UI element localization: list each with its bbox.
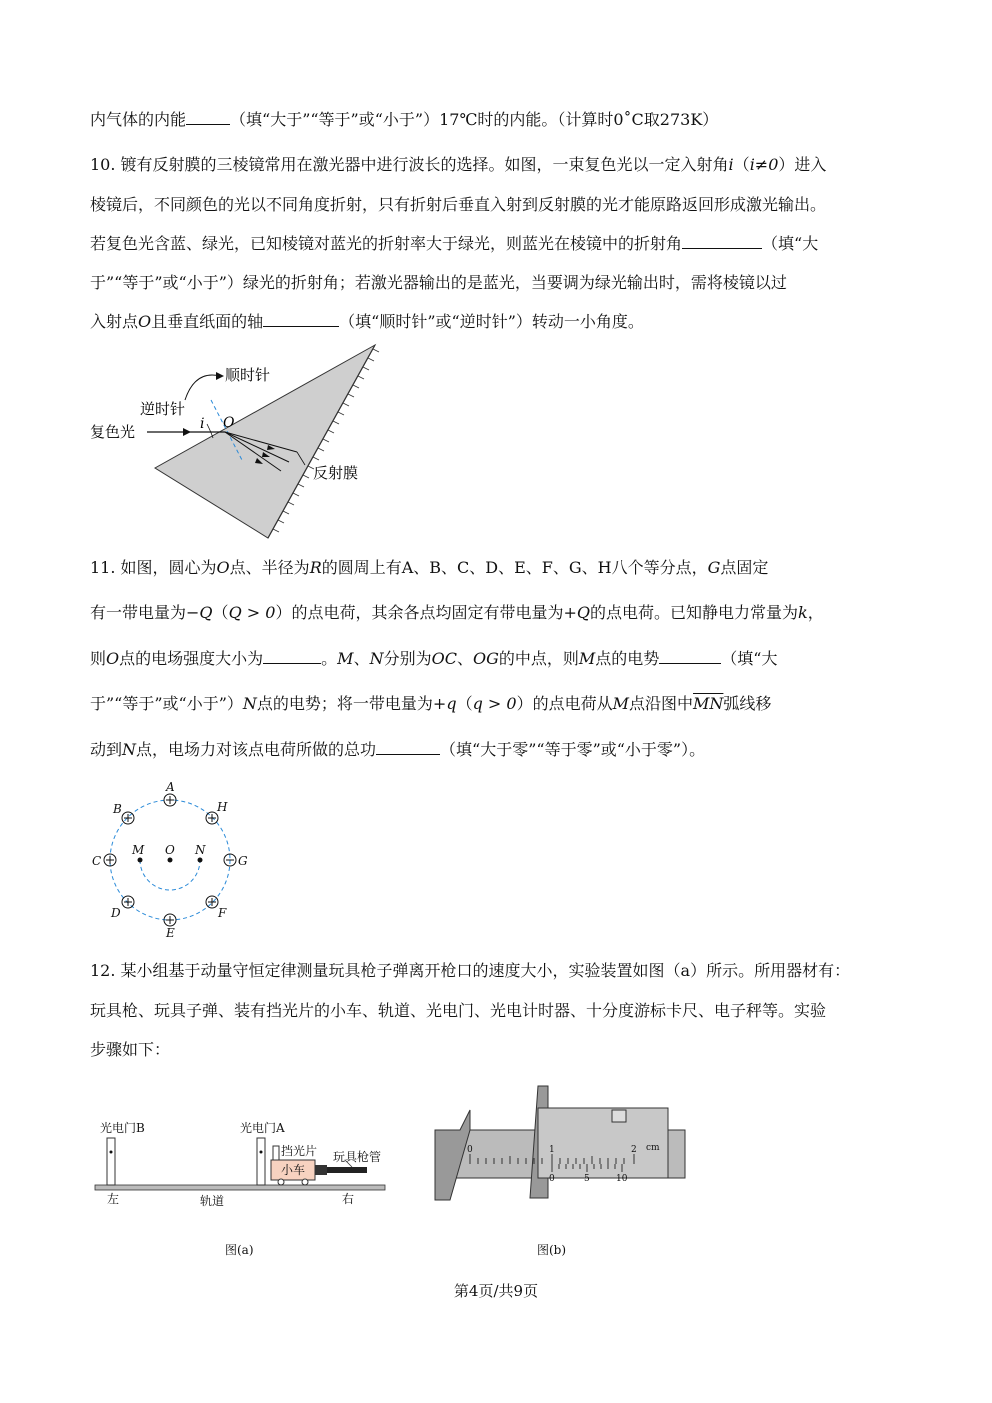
main-tick-label: 0	[467, 1145, 473, 1155]
label-d: D	[111, 906, 121, 920]
var: O	[138, 312, 152, 331]
label-n: N	[195, 843, 206, 857]
label-left: 左	[107, 1192, 120, 1206]
vernier-tick-label: 0	[549, 1174, 555, 1184]
text: 入射点	[90, 312, 139, 331]
text: 内气体的内能	[90, 110, 187, 129]
text: （	[733, 155, 750, 174]
q12-line-1: 12. 某小组基于动量守恒定律测量玩具枪子弹离开枪口的速度大小，实验装置如图（a）所示。所用器材有：	[90, 961, 851, 980]
gate-b	[107, 1138, 115, 1185]
vernier-tick-label: 5	[584, 1174, 590, 1184]
answer-blank[interactable]	[263, 312, 339, 327]
main-tick-label: 2	[631, 1145, 637, 1155]
answer-blank[interactable]	[376, 740, 440, 755]
main-tick-label: 1	[549, 1145, 555, 1155]
q12-line-2: 玩具枪、玩具子弹、装有挡光片的小车、轨道、光电门、光电计时器、十分度游标卡尺、电子秤等。实验	[90, 1001, 827, 1020]
label-i: i	[200, 416, 205, 432]
caption-a: 图(a)	[225, 1243, 254, 1257]
text: （填“大	[762, 234, 819, 253]
answer-blank[interactable]	[186, 110, 230, 125]
q9-line	[90, 110, 718, 130]
answer-blank[interactable]	[659, 649, 721, 664]
label-h: H	[217, 800, 228, 814]
page-footer: 第4页/共9页	[453, 1282, 539, 1300]
label-barrel: 玩具枪管	[333, 1150, 382, 1164]
label-f: F	[218, 906, 227, 920]
label-right: 右	[342, 1192, 355, 1206]
label-b: B	[113, 802, 122, 816]
text: （填“顺时针”或“逆时针”）转动一小角度。	[339, 312, 644, 331]
arc-mn	[140, 860, 200, 890]
label-track: 轨道	[200, 1194, 225, 1208]
label-light: 复色光	[90, 423, 136, 441]
label-shade: 挡光片	[281, 1144, 318, 1158]
label-clockwise: 顺时针	[225, 366, 271, 384]
text: 若复色光含蓝、绿光，已知棱镜对蓝光的折射率大于绿光，则蓝光在棱镜中的折射角	[90, 234, 683, 253]
label-gate-b: 光电门B	[100, 1121, 145, 1135]
q10-line-3	[90, 234, 818, 254]
label-counterclockwise: 逆时针	[140, 400, 186, 418]
q10-line-1	[90, 155, 826, 175]
label-e: E	[166, 926, 175, 940]
var: i≠0	[749, 155, 779, 174]
text: ）进入	[778, 155, 827, 174]
unit-label: cm	[646, 1143, 660, 1153]
track	[95, 1185, 385, 1190]
q10-line-2	[90, 195, 826, 215]
text: 于”“等于”或“小于”）绿光的折射角；若激光器输出的是蓝光，当要调为绿光输出时，需将棱镜以过	[90, 273, 787, 292]
label-gate-a: 光电门A	[240, 1121, 285, 1135]
caption-b: 图(b)	[537, 1243, 567, 1257]
q10-line-4	[90, 273, 787, 293]
gate-a	[257, 1138, 265, 1185]
label-m: M	[132, 843, 145, 857]
text: 10. 镀有反射膜的三棱镜常用在激光器中进行波长的选择。如图，一束复色光以一定入射角	[90, 155, 729, 174]
label-c: C	[92, 854, 102, 868]
q11-line-4: 于”“等于”或“小于”）N点的电势；将一带电量为+q（q > 0）的点电荷从M点沿图中$\overline{MN}$弧线移	[90, 694, 772, 713]
text: 且垂直纸面的轴	[151, 312, 264, 331]
q12-line-3: 步骤如下：	[90, 1040, 171, 1059]
answer-blank[interactable]	[263, 649, 321, 664]
q11-line-2: 有一带电量为−Q（Q > 0）的点电荷，其余各点均固定有带电量为+Q的点电荷。已知静电力常量为k，	[90, 603, 824, 622]
q11-line-5: 动到N点，电场力对该点电荷所做的总功 （填“大于零”“等于零”或“小于零”）。	[90, 740, 706, 759]
rotation-arrow	[185, 375, 220, 400]
text: （填“大于”“等于”或“小于”）17℃时的内能。（计算时0˚C取273K）	[230, 110, 719, 129]
caliper-figure	[430, 1080, 690, 1260]
charges-figure	[85, 780, 260, 940]
label-g: G	[238, 854, 248, 868]
label-film: 反射膜	[313, 464, 359, 482]
var: i	[728, 155, 734, 174]
label-a: A	[166, 780, 175, 794]
q11-line-3: 则O点的电场强度大小为 。M、N分别为OC、OG的中点，则M点的电势 （填“大	[90, 649, 778, 668]
q11-line-1: 11. 如图，圆心为O点、半径为R的圆周上有A、B、C、D、E、F、G、H八个等分点，G点固定	[90, 558, 769, 577]
answer-blank[interactable]	[682, 234, 762, 249]
prism-figure	[85, 340, 385, 545]
label-o: O	[165, 843, 175, 857]
vernier-tick-label: 10	[616, 1174, 628, 1184]
gun-barrel	[327, 1167, 367, 1173]
label-o: O	[223, 415, 235, 431]
q10-line-5	[90, 312, 644, 332]
label-car: 小车	[281, 1163, 306, 1177]
apparatus-figure	[90, 1110, 400, 1260]
text: 棱镜后，不同颜色的光以不同角度折射，只有折射后垂直入射到反射膜的光才能原路返回形成激光输出。	[90, 195, 827, 214]
